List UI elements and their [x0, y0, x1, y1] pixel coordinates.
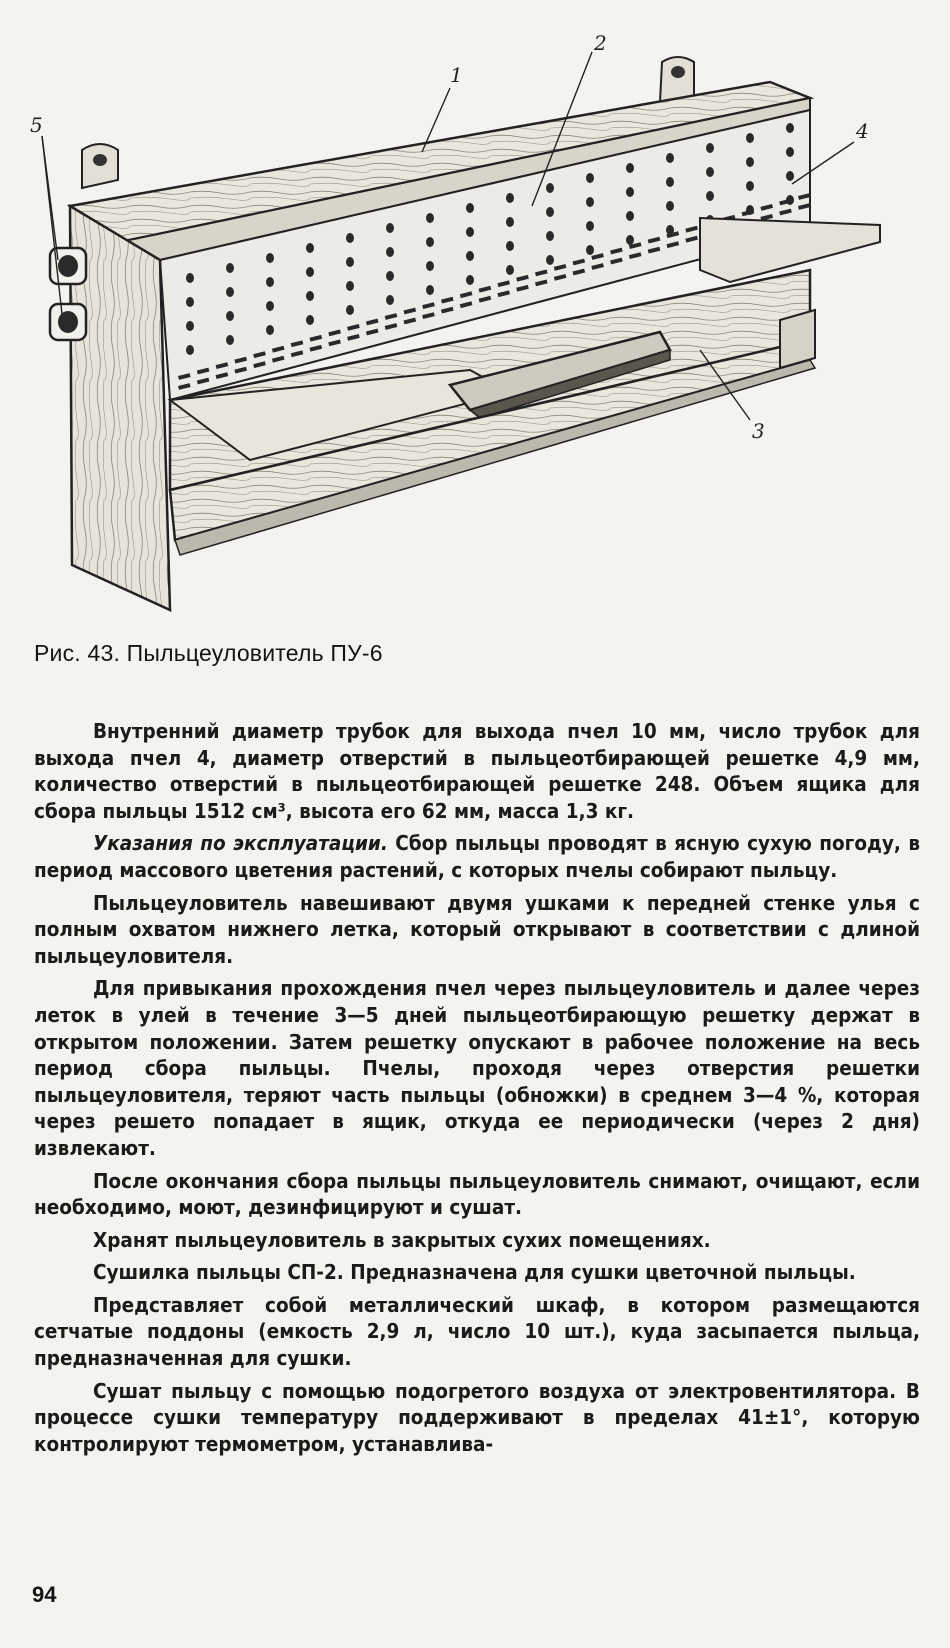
grate-hole [546, 207, 554, 217]
grate-hole [186, 297, 194, 307]
grate-hole [186, 273, 194, 283]
callout-2: 2 [594, 31, 607, 55]
paragraph-operation [34, 830, 920, 883]
grate-hole [466, 203, 474, 213]
grate-hole [386, 247, 394, 257]
grate-hole [586, 221, 594, 231]
grate-hole [586, 197, 594, 207]
grate-hole [626, 187, 634, 197]
grate-hole [746, 181, 754, 191]
grate-hole [346, 281, 354, 291]
grate-hole [786, 123, 794, 133]
grate-hole [586, 245, 594, 255]
paragraph-mounting: Пыльцеуловитель навешивают двумя ушками к передней стенке улья с полным охватом нижнего летка, который открывают в соответствии с длиной пыльцеуловителя. [34, 890, 920, 968]
grate-hole [226, 311, 234, 321]
grate-hole [266, 277, 274, 287]
grate-hole [386, 295, 394, 305]
grate-hole [306, 315, 314, 325]
paragraph-dryer-heading [34, 1259, 920, 1286]
grate-hole [426, 213, 434, 223]
operation-heading: Указания по эксплуатации. [93, 831, 388, 856]
pollen-grate-flap [700, 218, 880, 282]
callout-3: 3 [752, 419, 765, 443]
grate-hole [426, 237, 434, 247]
grate-hole [706, 191, 714, 201]
grate-hole [306, 243, 314, 253]
grate-hole [266, 301, 274, 311]
dryer-text: Предназначена для сушки цветочной пыльцы. [343, 1260, 856, 1285]
grate-hole [626, 235, 634, 245]
grate-hole [226, 335, 234, 345]
grate-hole [706, 167, 714, 177]
grate-hole [586, 173, 594, 183]
grate-hole [266, 325, 274, 335]
pollen-trap-drawing [10, 20, 910, 630]
grate-hole [666, 201, 674, 211]
paragraph-storage: Хранят пыльцеуловитель в закрытых сухих помещениях. [93, 1227, 711, 1252]
paragraph-specs: Внутренний диаметр трубок для выхода пчел 10 мм, число трубок для выхода пчел 4, диаметр отверстий в пыльцеотбирающей решетке 4,9 мм, количество отверстий в пыльцеотбирающей решетке 248. Объем ящика для сбора пыльцы 1512 см³, высота его 62 мм, масса 1,3 кг. [34, 719, 920, 823]
grate-hole [786, 147, 794, 157]
grate-hole [386, 223, 394, 233]
grate-hole [666, 177, 674, 187]
grate-hole [746, 133, 754, 143]
grate-hole [186, 321, 194, 331]
grate-hole [346, 257, 354, 267]
grate-hole [306, 267, 314, 277]
grate-hole [746, 157, 754, 167]
grate-hole [506, 265, 514, 275]
grate-hole [626, 163, 634, 173]
grate-hole [186, 345, 194, 355]
body-text [34, 718, 920, 1463]
grate-hole [546, 231, 554, 241]
grate-hole [506, 193, 514, 203]
grate-hole [426, 285, 434, 295]
grate-hole [466, 227, 474, 237]
grate-hole [466, 275, 474, 285]
grate-hole [706, 143, 714, 153]
grate-hole [226, 287, 234, 297]
grate-hole [386, 271, 394, 281]
callout-4: 4 [856, 119, 869, 143]
paragraph-dryer-description: Представляет собой металлический шкаф, в котором размещаются сетчатые поддоны (емкость 2,9 л, число 10 шт.), куда засыпается пыльца, предназначенная для сушки. [34, 1292, 920, 1371]
dryer-heading: Сушилка пыльцы СП-2. [93, 1260, 344, 1285]
grate-hole [306, 291, 314, 301]
figure-caption: Рис. 43. Пыльцеуловитель ПУ-6 [34, 640, 383, 666]
callout-5: 5 [30, 113, 43, 137]
paragraph-cleaning: После окончания сбора пыльцы пыльцеуловитель снимают, очищают, если необходимо, моют, дезинфицируют и сушат. [34, 1168, 920, 1220]
grate-hole [506, 241, 514, 251]
grate-hole [786, 171, 794, 181]
paragraph-adaptation: Для привыкания прохождения пчел через пыльцеуловитель и далее через леток в улей в течение 3—5 дней пыльцеотбирающую решетку держат в открытом положении. Затем решетку опускают в рабочее положение на весь период сбора пыльцы. Пчелы, проходя через отверстия решетки пыльцеуловителя, теряют часть пыльцы (обножки) в среднем 3—4 %, которая через решето попадает в ящик, откуда ее периодически (через 2 дня) извлекают. [34, 976, 920, 1160]
callout-1: 1 [450, 63, 463, 87]
grate-hole [546, 183, 554, 193]
pollen-trap-figure [10, 20, 910, 630]
page-number: 94 [32, 1582, 57, 1607]
grate-hole [226, 263, 234, 273]
grate-hole [346, 233, 354, 243]
grate-hole [346, 305, 354, 315]
grate-hole [466, 251, 474, 261]
grate-hole [666, 153, 674, 163]
grate-hole [546, 255, 554, 265]
grate-hole [506, 217, 514, 227]
grate-hole [626, 211, 634, 221]
paragraph-drying-process: Сушат пыльцу с помощью подогретого воздуха от электровентилятора. В процессе сушки температуру поддерживают в пределах 41±1°, которую контролируют термометром, устанавлива- [34, 1378, 920, 1456]
operation-text: Сбор пыльцы проводят в ясную сухую погоду, в период массового цветения растений, с которых пчелы собирают пыльцу. [34, 831, 920, 882]
grate-hole [426, 261, 434, 271]
grate-hole [266, 253, 274, 263]
